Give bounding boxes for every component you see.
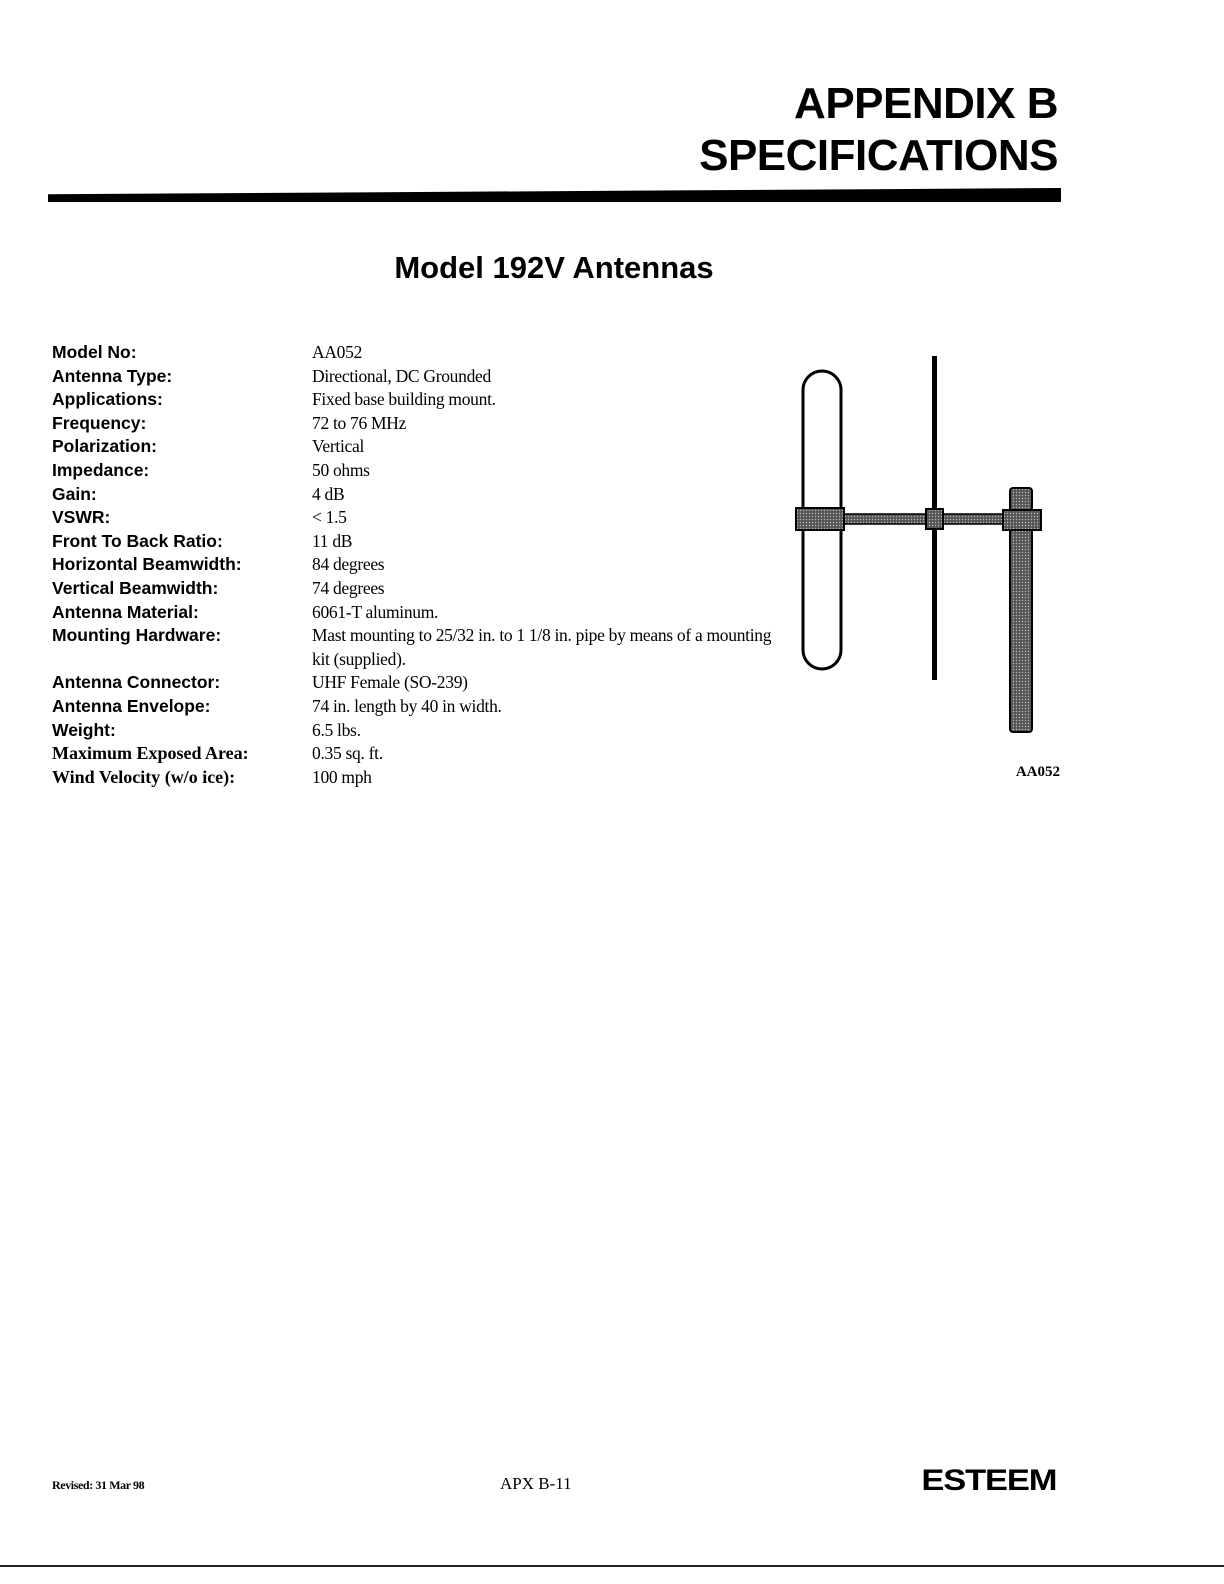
spec-row-vswr <box>52 506 772 530</box>
appendix-header <box>699 78 1058 182</box>
spec-label: Polarization: <box>52 436 158 457</box>
spec-value: Directional, DC Grounded <box>312 365 491 386</box>
spec-value: Vertical <box>312 436 365 457</box>
spec-value: 50 ohms <box>312 459 370 480</box>
spec-value: Fixed base building mount. <box>312 389 496 410</box>
spec-label: Impedance: <box>52 459 150 480</box>
spec-label: VSWR: <box>52 507 111 528</box>
spec-value: Mast mounting to 25/32 in. to 1 1/8 in. pipe by means of a mounting kit (supplied). <box>312 625 772 669</box>
spec-label: Mounting Hardware: <box>52 625 222 646</box>
spec-row-frequency <box>52 412 772 436</box>
spec-label: Model No: <box>52 342 137 362</box>
spec-value: 6.5 lbs. <box>312 719 361 740</box>
spec-row-applications <box>52 388 772 412</box>
spec-row-weight <box>52 719 772 743</box>
spec-value: 74 degrees <box>312 577 385 598</box>
spec-label: Antenna Envelope: <box>52 695 211 716</box>
spec-label: Antenna Material: <box>52 601 199 622</box>
header-rule <box>48 188 1061 202</box>
spec-value: 4 dB <box>312 483 345 504</box>
spec-label: Wind Velocity (w/o ice): <box>52 766 236 787</box>
spec-label: Horizontal Beamwidth: <box>52 554 242 575</box>
spec-value: 11 dB <box>312 530 353 551</box>
antenna-diagram <box>790 350 1060 740</box>
appendix-label: APPENDIX B <box>794 79 1058 128</box>
spec-label: Weight: <box>52 719 116 740</box>
spec-value: AA052 <box>312 342 363 362</box>
page-bottom-rule <box>0 1565 1224 1567</box>
section-title: SPECIFICATIONS <box>699 131 1058 180</box>
spec-label: Antenna Connector: <box>52 672 221 693</box>
spec-row-impedance <box>52 459 772 483</box>
spec-row-model-no <box>52 341 772 365</box>
spec-list <box>52 341 772 789</box>
spec-label: Vertical Beamwidth: <box>52 577 219 598</box>
figure-caption: AA052 <box>1015 764 1060 780</box>
spec-value: UHF Female (SO-239) <box>312 672 468 693</box>
spec-value: 100 mph <box>312 766 372 787</box>
spec-row-max-exposed-area <box>52 742 772 766</box>
spec-label: Gain: <box>52 483 97 504</box>
spec-label: Front To Back Ratio: <box>52 530 223 551</box>
spec-row-antenna-envelope <box>52 695 772 719</box>
spec-row-vertical-beamwidth <box>52 577 772 601</box>
spec-value: 74 in. length by 40 in width. <box>312 695 502 716</box>
spec-row-polarization <box>52 435 772 459</box>
spec-value: 72 to 76 MHz <box>312 412 407 433</box>
spec-row-gain <box>52 483 772 507</box>
spec-value: 0.35 sq. ft. <box>312 743 383 764</box>
spec-label: Applications: <box>52 389 163 410</box>
spec-label: Maximum Exposed Area: <box>52 743 249 764</box>
spec-row-antenna-material <box>52 601 772 625</box>
spec-label: Antenna Type: <box>52 365 173 386</box>
director-clamp <box>926 509 943 529</box>
spec-label: Frequency: <box>52 412 147 433</box>
esteem-logo: ESTEEM <box>921 1464 1056 1497</box>
spec-row-mounting-hardware <box>52 624 772 671</box>
spec-row-horizontal-beamwidth <box>52 553 772 577</box>
spec-row-wind-velocity <box>52 766 772 790</box>
mast-clamp <box>1003 510 1041 530</box>
spec-value: 84 degrees <box>312 554 385 575</box>
page-title: Model 192V Antennas <box>394 250 714 285</box>
spec-row-antenna-type <box>52 365 772 389</box>
revision-date: Revised: 31 Mar 98 <box>52 1478 145 1492</box>
spec-row-antenna-connector <box>52 671 772 695</box>
page-number: APX B-11 <box>500 1474 572 1493</box>
spec-row-front-to-back <box>52 530 772 554</box>
spec-value: 6061-T aluminum. <box>312 601 439 622</box>
spec-value: < 1.5 <box>312 507 347 528</box>
dipole-clamp <box>796 508 844 530</box>
